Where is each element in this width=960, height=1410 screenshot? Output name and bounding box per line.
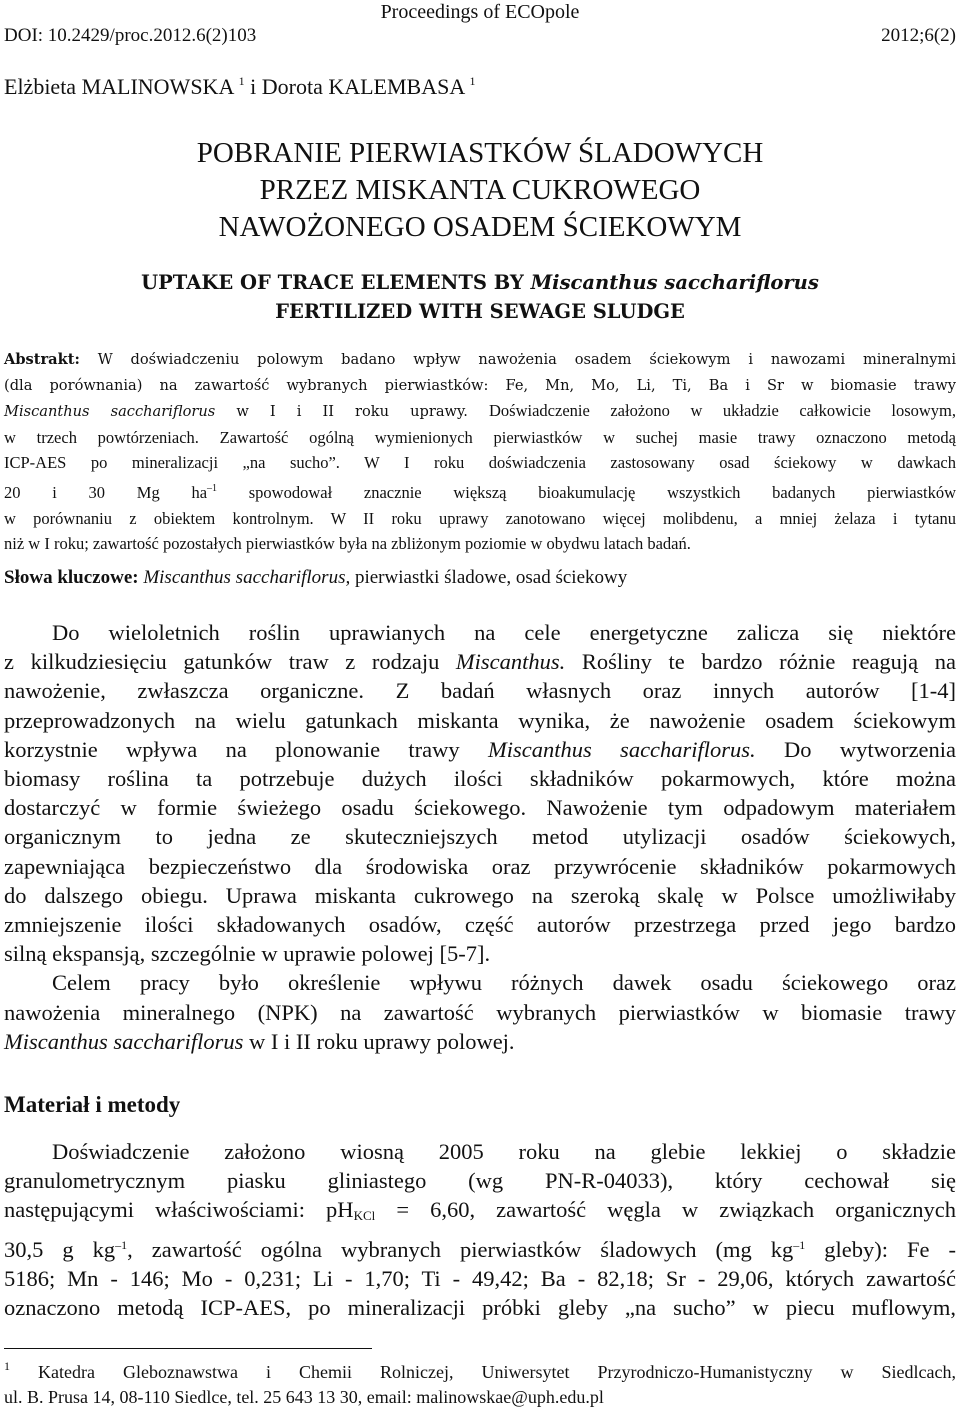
- body-line: organicznym to jedna ze skuteczniejszych metod utylizacji osadów ściekowych,: [4, 824, 956, 850]
- volume-issue: 2012;6(2): [881, 25, 956, 46]
- body-line: następującymi właściwościami: $pH_{KCl} = 6,60$, zawartość węgla w związkach organicznych: [4, 1197, 957, 1224]
- body-line: dostarczyć w formie świeżego osadu ściekowego. Nawożenie tym odpadowym materiałem: [4, 795, 956, 821]
- author-1-affiliation: 1: [238, 74, 245, 88]
- title-en-line-2: FERTILIZED WITH SEWAGE SLUDGE: [275, 300, 685, 323]
- body-line: nawożenie, zwłaszcza organiczne. Z badań własnych oraz innych autorów [1-4]: [4, 678, 956, 704]
- section-heading-methods: Materiał i metody: [4, 1092, 181, 1117]
- keywords-rest: pierwiastki śladowe, osad ściekowy: [354, 567, 628, 588]
- body-line: oznaczono metodą ICP-AES, po mineralizacji próbki gleby „na sucho” w piecu muflowym,: [4, 1295, 956, 1321]
- authors: [4, 74, 476, 100]
- footnote-line: ul. B. Prusa 14, 08-110 Siedlce, tel. 25 643 13 30, email: malinowskae@uph.edu.pl: [4, 1387, 604, 1407]
- author-2: Dorota KALEMBASA: [261, 74, 465, 99]
- body-line: z kilkudziesięciu gatunków traw z rodzaju Miscanthus. Rośliny te bardzo różnie reagują na: [4, 649, 956, 675]
- body-line: Miscanthus sacchariflorus w I i II roku uprawy polowej.: [4, 1028, 515, 1054]
- body-line: korzystnie wpływa na plonowanie trawy Miscanthus sacchariflorus. Do wytworzenia: [4, 736, 957, 762]
- abstract-line: w porównaniu z obiektem kontrolnym. W II roku uprawy zanotowano więcej molibdenu, a mniej żelaza i tytanu: [4, 508, 956, 528]
- abstract-line: Abstrakt: W doświadczeniu polowym badano wpływ nawożenia osadem ściekowym i nawozami mineralnymi: [4, 351, 957, 368]
- abstract-line: niż w I roku; zawartość pozostałych pierwiastków była na zbliżonym poziomie w obydwu latach badań.: [4, 534, 691, 554]
- body-line: biomasy roślina ta potrzebuje dużych ilości składników pokarmowych, które można: [4, 766, 956, 792]
- keywords-species: Miscanthus sacchariflorus,: [143, 567, 351, 588]
- abstract-line: ICP-AES po mineralizacji „na sucho”. W I roku doświadczenia zastosowany osad ściekowy w dawkach: [4, 453, 956, 473]
- abstract-line: 20 i 30 Mg $ha^{-1}$ spowodował znacznie większą bioakumulację wszystkich badanych pierwiastków: [4, 482, 956, 502]
- abstract: [4, 347, 956, 557]
- doi: DOI: 10.2429/proc.2012.6(2)103: [4, 25, 257, 46]
- title-en-species: Miscanthus sacchariflorus: [530, 271, 819, 294]
- author-2-affiliation: 1: [469, 74, 476, 88]
- author-connector: i: [250, 74, 257, 99]
- footnote-mark: 1: [4, 1359, 10, 1373]
- body-line: 5186; Mn - 146; Mo - 0,231; Li - 1,70; Ti - 49,42; Ba - 82,18; Sr - 29,06, których zawartość: [4, 1265, 956, 1291]
- abstract-line: w trzech powtórzeniach. Zawartość ogólną wymienionych pierwiastków w suchej masie trawy oznaczono metodą: [4, 427, 957, 447]
- title-pl-line-3: NAWOŻONEGO OSADEM ŚCIEKOWYM: [218, 211, 742, 243]
- journal-name: Proceedings of ECOpole: [380, 1, 580, 23]
- body-line: przeprowadzonych na wielu gatunkach miskanta wynika, że nawożenie osadem ściekowym: [4, 707, 956, 733]
- body-line: Do wieloletnich roślin uprawianych na cele energetyczne zalicza się niektóre: [52, 620, 956, 645]
- body-line: zapewniająca bezpieczeństwo dla środowiska oraz przywrócenie składników pokarmowych: [4, 853, 956, 879]
- footnote-rule: [4, 1348, 372, 1349]
- body-line: zmniejszenie ilości składowanych osadów, część autorów przestrzega przed jego bardzo: [4, 912, 956, 938]
- body-line: silną ekspansją, szczególnie w uprawie polowej [5-7].: [4, 941, 491, 967]
- intro-section: [4, 618, 956, 1056]
- abstract-line: (dla porównania) na zawartość wybranych pierwiastków: Fe, Mn, Mo, Li, Ti, Ba i Sr w biomasie trawy: [4, 376, 956, 394]
- title-pl-line-2: PRZEZ MISKANTA CUKROWEGO: [259, 174, 701, 206]
- body-line: do dalszego obiegu. Uprawa miskanta cukrowego na szeroką skalę w Polsce umożliwiłaby: [4, 882, 956, 908]
- footnote: [4, 1354, 956, 1410]
- methods-section: [4, 1137, 956, 1322]
- title-en-prefix: UPTAKE OF TRACE ELEMENTS BY: [141, 271, 524, 294]
- author-1: Elżbieta MALINOWSKA: [4, 74, 234, 99]
- body-line: Doświadczenie założono wiosną 2005 roku na glebie lekkiej o składzie: [52, 1139, 956, 1164]
- title-pl-line-1: POBRANIE PIERWIASTKÓW ŚLADOWYCH: [196, 137, 764, 169]
- abstract-label: Abstrakt:: [4, 351, 80, 368]
- title-en-line-1: [0, 269, 960, 297]
- body-line: granulometrycznym piasku gliniastego (wg PN-R-04033), który cechował się: [4, 1168, 956, 1194]
- footnote-line: $^1$ Katedra Gleboznawstwa i Chemii Rolniczej, Uniwersytet Przyrodniczo-Humanistyczny w Siedlcach,: [4, 1359, 956, 1382]
- body-line: Celem pracy było określenie wpływu różnych dawek osadu ściekowego oraz: [52, 970, 956, 996]
- body-line: 30,5 g $kg^{-1}$, zawartość ogólna wybranych pierwiastków śladowych (mg $kg^{-1}$ gleby): Fe -: [4, 1236, 957, 1262]
- keywords: [4, 567, 627, 589]
- abstract-line: Miscanthus sacchariflorus w I i II roku uprawy. Doświadczenie założono w układzie całkowicie losowym,: [4, 401, 956, 421]
- keywords-label: Słowa kluczowe:: [4, 567, 139, 588]
- body-line: nawożenia mineralnego (NPK) na zawartość wybranych pierwiastków w biomasie trawy: [4, 999, 956, 1025]
